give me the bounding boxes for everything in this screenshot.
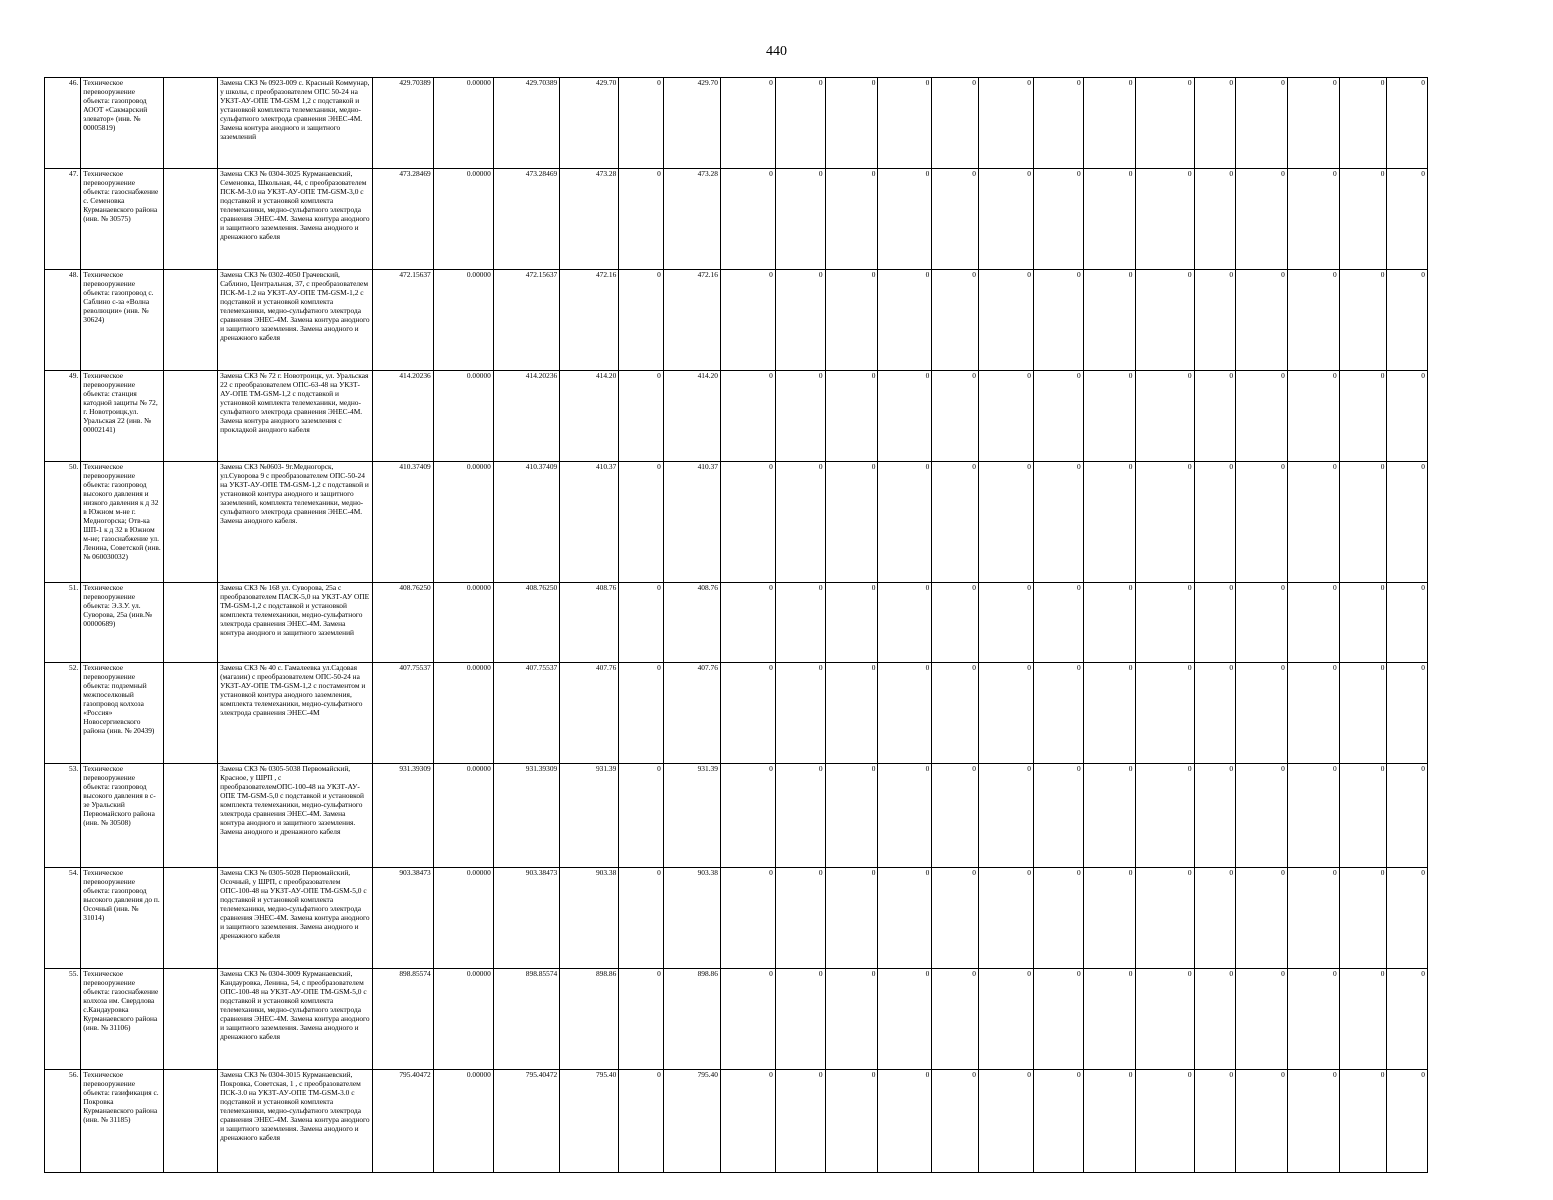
zero-cell: 0 [978, 583, 1033, 663]
value-cell: 410.37409 [493, 462, 559, 583]
empty-cell [164, 969, 218, 1070]
zero-cell: 0 [878, 270, 932, 371]
zero-cell: 0 [825, 764, 878, 868]
zero-cell: 0 [932, 969, 979, 1070]
zero-cell: 0 [932, 764, 979, 868]
zero-cell: 0 [1387, 764, 1428, 868]
table-row [45, 583, 1428, 663]
zero-cell: 0 [1135, 868, 1194, 969]
row-number: 46. [45, 78, 81, 169]
object-name: Техническое перевооружение объекта: газоснабжение с. Семеновка Курманаевского района (инв. № 30575) [81, 169, 164, 270]
object-name: Техническое перевооружение объекта: газопровод высокого давления до п. Осочный (инв. № 31014) [81, 868, 164, 969]
work-description: Замена СКЗ № 0304-3015 Курманаевский, Покровка, Советская, 1 , с преобразователем ПСК-3.0 на УКЗТ-АУ-ОПЕ ТМ-GSM-3.0 с подставкой и установкой комплекта телемеханики, медно-сульфатного электрода сравнения ЭНЕС-4М. Замена контура анодного и защитного заземления. Замена анодного и дренажного кабеля [218, 1070, 372, 1173]
zero-cell: 0 [1287, 462, 1339, 583]
empty-cell [164, 371, 218, 462]
zero-cell: 0 [1083, 969, 1135, 1070]
zero-cell: 0 [1135, 270, 1194, 371]
zero-cell: 0 [720, 764, 775, 868]
zero-cell: 0 [1194, 663, 1235, 764]
zero-cell: 0 [1033, 868, 1083, 969]
zero-cell: 0 [978, 969, 1033, 1070]
value-cell: 795.40472 [372, 1070, 433, 1173]
zero-cell: 0 [1339, 969, 1387, 1070]
zero-cell: 0 [878, 663, 932, 764]
work-description: Замена СКЗ № 0302-4050 Грачевский, Саблино, Центральная, 37, с преобразователем ПСК-М-1.2 на УКЗТ-АУ-ОПЕ ТМ-GSM-1,2 с подставкой и установкой комплекта телемеханики, медно-сульфатного электрода сравнения ЭНЕС-4М. Замена контура анодного и защитного заземления. Замена анодного и дренажного кабеля [218, 270, 372, 371]
zero-cell: 0 [932, 1070, 979, 1173]
zero-cell: 0 [1033, 583, 1083, 663]
work-description: Замена СКЗ № 0304-3009 Курманаевский, Кандауровка, Ленина, 54, с преобразователем ОПС-100-48 на УКЗТ-АУ-ОПЕ ТМ-GSM-5,0 с подставкой и установкой комплекта телемеханики, медно-сульфатного электрода сравнения ЭНЕС-4М. Замена контура анодного и защитного заземления. Замена анодного и дренажного кабеля [218, 969, 372, 1070]
zero-cell: 0 [1135, 169, 1194, 270]
work-description: Замена СКЗ № 40 с. Гамалеевка ул.Садовая (магазин) с преобразователем ОПС-50-24 на УКЗТ-АУ-ОПЕ ТМ-GSM-1,2 с постаментом и установкой контура анодного заземления, комплекта телемеханики, медно-сульфатного электрода сравнения ЭНЕС-4М [218, 663, 372, 764]
zero-cell: 0 [775, 371, 825, 462]
zero-cell: 0 [932, 78, 979, 169]
zero-cell: 0 [1339, 270, 1387, 371]
table-row [45, 169, 1428, 270]
zero-cell: 0 [1194, 868, 1235, 969]
zero-cell: 0 [1194, 270, 1235, 371]
zero-cell: 0 [1387, 663, 1428, 764]
table-row [45, 663, 1428, 764]
table-row [45, 969, 1428, 1070]
value-cell: 0.00000 [433, 583, 493, 663]
zero-cell: 0 [1236, 969, 1288, 1070]
value-cell: 473.28 [560, 169, 619, 270]
zero-cell: 0 [825, 969, 878, 1070]
zero-cell: 0 [1033, 663, 1083, 764]
zero-cell: 0 [720, 583, 775, 663]
zero-cell: 0 [1083, 371, 1135, 462]
zero-cell: 0 [878, 462, 932, 583]
zero-cell: 0 [825, 583, 878, 663]
zero-cell: 0 [1135, 1070, 1194, 1173]
zero-cell: 0 [932, 663, 979, 764]
zero-cell: 0 [720, 270, 775, 371]
empty-cell [164, 663, 218, 764]
zero-cell: 0 [1339, 371, 1387, 462]
value-cell: 410.37 [560, 462, 619, 583]
zero-cell: 0 [720, 969, 775, 1070]
zero-cell: 0 [825, 868, 878, 969]
zero-cell: 0 [1135, 462, 1194, 583]
value-cell: 473.28469 [493, 169, 559, 270]
zero-cell: 0 [775, 868, 825, 969]
value-cell: 0 [619, 371, 664, 462]
zero-cell: 0 [1083, 1070, 1135, 1173]
value-cell: 472.15637 [493, 270, 559, 371]
value-cell: 472.15637 [372, 270, 433, 371]
work-description: Замена СКЗ № 0304-3025 Курманаевский, Семеновка, Школьная, 44, с преобразователем ПСК-М-3.0 на УКЗТ-АУ-ОПЕ ТМ-GSM-3,0 с подставкой и установкой комплекта телемеханики, медно-сульфатного электрода сравнения ЭНЕС-4М. Замена контура анодного и защитного заземления. Замена анодного и дренажного кабеля [218, 169, 372, 270]
zero-cell: 0 [1194, 764, 1235, 868]
value-cell: 0.00000 [433, 371, 493, 462]
zero-cell: 0 [775, 270, 825, 371]
zero-cell: 0 [878, 868, 932, 969]
value-cell: 407.76 [663, 663, 720, 764]
zero-cell: 0 [932, 462, 979, 583]
zero-cell: 0 [1083, 462, 1135, 583]
zero-cell: 0 [878, 371, 932, 462]
row-number: 53. [45, 764, 81, 868]
zero-cell: 0 [775, 764, 825, 868]
value-cell: 931.39309 [372, 764, 433, 868]
zero-cell: 0 [1387, 462, 1428, 583]
value-cell: 0 [619, 663, 664, 764]
row-number: 51. [45, 583, 81, 663]
value-cell: 898.86 [663, 969, 720, 1070]
object-name: Техническое перевооружение объекта: Э.З.У. ул. Суворова, 25а (инв.№ 00000689) [81, 583, 164, 663]
zero-cell: 0 [825, 1070, 878, 1173]
value-cell: 795.40 [663, 1070, 720, 1173]
zero-cell: 0 [978, 462, 1033, 583]
value-cell: 903.38 [560, 868, 619, 969]
zero-cell: 0 [1236, 371, 1288, 462]
value-cell: 408.76 [663, 583, 720, 663]
value-cell: 408.76250 [372, 583, 433, 663]
value-cell: 429.70 [663, 78, 720, 169]
object-name: Техническое перевооружение объекта: газопровод высокого давления и низкого давления к д 32 в Южном м-не г. Медногорска; Отв-ка ШП-1 к д 32 в Южном м-не; газоснабжение ул. Ленина, Советской (инв. № 060030032) [81, 462, 164, 583]
zero-cell: 0 [1236, 583, 1288, 663]
zero-cell: 0 [1287, 78, 1339, 169]
value-cell: 473.28 [663, 169, 720, 270]
zero-cell: 0 [978, 663, 1033, 764]
value-cell: 0.00000 [433, 78, 493, 169]
zero-cell: 0 [1387, 78, 1428, 169]
zero-cell: 0 [878, 764, 932, 868]
value-cell: 0 [619, 462, 664, 583]
work-description: Замена СКЗ № 72 г. Новотроицк, ул. Уральская 22 с преобразователем ОПС-63-48 на УКЗТ-АУ-ОПЕ ТМ-GSM-1,2 с подставкой и установкой комплекта телемеханики, медно-сульфатного электрода сравнения ЭНЕС-4М. Замена контура анодного заземления с прокладкой анодного кабеля [218, 371, 372, 462]
value-cell: 898.85574 [493, 969, 559, 1070]
page-number: 440 [766, 44, 787, 59]
value-cell: 0.00000 [433, 1070, 493, 1173]
zero-cell: 0 [1339, 868, 1387, 969]
zero-cell: 0 [1287, 371, 1339, 462]
empty-cell [164, 462, 218, 583]
zero-cell: 0 [1387, 868, 1428, 969]
value-cell: 0 [619, 270, 664, 371]
zero-cell: 0 [1135, 371, 1194, 462]
zero-cell: 0 [1033, 462, 1083, 583]
zero-cell: 0 [978, 868, 1033, 969]
zero-cell: 0 [1194, 371, 1235, 462]
zero-cell: 0 [1194, 78, 1235, 169]
value-cell: 410.37409 [372, 462, 433, 583]
zero-cell: 0 [825, 169, 878, 270]
zero-cell: 0 [878, 969, 932, 1070]
zero-cell: 0 [775, 78, 825, 169]
value-cell: 407.75537 [493, 663, 559, 764]
value-cell: 0 [619, 169, 664, 270]
zero-cell: 0 [1287, 169, 1339, 270]
zero-cell: 0 [1339, 462, 1387, 583]
work-description: Замена СКЗ № 0923-009 с. Красный Коммунар, у школы, с преобразователем ОПС 50-24 на УКЗТ-АУ-ОПЕ ТМ-GSM 1,2 с подставкой и установкой комплекта телемеханики, медно-сульфатного электрода сравнения ЭНЕС-4М. Замена контура анодного и защитного заземлений [218, 78, 372, 169]
value-cell: 903.38473 [493, 868, 559, 969]
zero-cell: 0 [775, 1070, 825, 1173]
zero-cell: 0 [878, 169, 932, 270]
row-number: 49. [45, 371, 81, 462]
zero-cell: 0 [1083, 270, 1135, 371]
zero-cell: 0 [1236, 270, 1288, 371]
data-table [44, 77, 1428, 1173]
zero-cell: 0 [1387, 583, 1428, 663]
value-cell: 0.00000 [433, 270, 493, 371]
zero-cell: 0 [720, 169, 775, 270]
zero-cell: 0 [1135, 663, 1194, 764]
zero-cell: 0 [1287, 1070, 1339, 1173]
zero-cell: 0 [932, 371, 979, 462]
row-number: 52. [45, 663, 81, 764]
zero-cell: 0 [1083, 583, 1135, 663]
empty-cell [164, 868, 218, 969]
value-cell: 408.76250 [493, 583, 559, 663]
object-name: Техническое перевооружение объекта: станция катодной защиты № 72, г. Новотроицк,ул. Уральская 22 (инв. № 00002141) [81, 371, 164, 462]
work-description: Замена СКЗ №0603- 9г.Медногорск, ул.Суворова 9 с преобразователем ОПС-50-24 на УКЗТ-АУ-ОПЕ ТМ-GSM-1,2 с подставкой и установкой контура анодного и защитного заземлений, комплекта телемеханики, медно-сульфатного электрода сравнения ЭНЕС-4М. Замена анодного кабеля. [218, 462, 372, 583]
table-row [45, 868, 1428, 969]
value-cell: 0.00000 [433, 969, 493, 1070]
value-cell: 903.38473 [372, 868, 433, 969]
value-cell: 472.16 [560, 270, 619, 371]
zero-cell: 0 [978, 371, 1033, 462]
value-cell: 407.76 [560, 663, 619, 764]
zero-cell: 0 [1135, 969, 1194, 1070]
zero-cell: 0 [720, 868, 775, 969]
zero-cell: 0 [1387, 969, 1428, 1070]
zero-cell: 0 [1033, 78, 1083, 169]
table-row [45, 1070, 1428, 1173]
value-cell: 0.00000 [433, 663, 493, 764]
zero-cell: 0 [1194, 1070, 1235, 1173]
zero-cell: 0 [825, 78, 878, 169]
zero-cell: 0 [1339, 583, 1387, 663]
object-name: Техническое перевооружение объекта: газификация с. Покровка Курманаевского района (инв. № 31185) [81, 1070, 164, 1173]
zero-cell: 0 [720, 78, 775, 169]
value-cell: 0.00000 [433, 169, 493, 270]
zero-cell: 0 [978, 764, 1033, 868]
object-name: Техническое перевооружение объекта: газопровод высокого давления в с-зе Уральский Первомайского района (инв. № 30508) [81, 764, 164, 868]
work-description: Замена СКЗ № 0305-5038 Первомайский, Красное, у ШРП , с преобразователемОПС-100-48 на УКЗТ-АУ-ОПЕ ТМ-GSM-5,0 с подставкой и установкой комплекта телемеханики, медно-сульфатного электрода сравнения ЭНЕС-4М. Замена контура анодного и защитного заземления. Замена анодного и дренажного кабеля [218, 764, 372, 868]
work-description: Замена СКЗ № 168 ул. Суворова, 25а с преобразователем ПАСК-5,0 на УКЗТ-АУ ОПЕ ТМ-GSM-1,2 с подставкой и установкой комплекта телемеханики, медно-сульфатного электрода сравнения ЭНЕС-4М. Замена контура анодного и защитного заземлений [218, 583, 372, 663]
value-cell: 0 [619, 1070, 664, 1173]
value-cell: 0.00000 [433, 764, 493, 868]
empty-cell [164, 270, 218, 371]
object-name: Техническое перевооружение объекта: газопровод с. Саблино с-за «Волна революции» (инв. № 30624) [81, 270, 164, 371]
zero-cell: 0 [720, 1070, 775, 1173]
object-name: Техническое перевооружение объекта: подземный межпоселковый газопровод колхоза «Россия» Новосергиевского района (инв. № 20439) [81, 663, 164, 764]
zero-cell: 0 [1033, 169, 1083, 270]
table-row [45, 764, 1428, 868]
zero-cell: 0 [1236, 764, 1288, 868]
zero-cell: 0 [1339, 169, 1387, 270]
zero-cell: 0 [1387, 270, 1428, 371]
value-cell: 0 [619, 78, 664, 169]
zero-cell: 0 [1033, 270, 1083, 371]
zero-cell: 0 [1339, 1070, 1387, 1173]
zero-cell: 0 [1236, 169, 1288, 270]
value-cell: 408.76 [560, 583, 619, 663]
value-cell: 407.75537 [372, 663, 433, 764]
object-name: Техническое перевооружение объекта: газопровод АООТ «Сакмарский элеватор» (инв. № 00005819) [81, 78, 164, 169]
zero-cell: 0 [1083, 78, 1135, 169]
zero-cell: 0 [775, 462, 825, 583]
zero-cell: 0 [1135, 583, 1194, 663]
value-cell: 472.16 [663, 270, 720, 371]
zero-cell: 0 [878, 78, 932, 169]
zero-cell: 0 [978, 270, 1033, 371]
zero-cell: 0 [1287, 764, 1339, 868]
row-number: 56. [45, 1070, 81, 1173]
table-body [45, 78, 1428, 1173]
zero-cell: 0 [1287, 663, 1339, 764]
zero-cell: 0 [1339, 78, 1387, 169]
table-row [45, 462, 1428, 583]
row-number: 50. [45, 462, 81, 583]
value-cell: 0.00000 [433, 462, 493, 583]
zero-cell: 0 [1387, 169, 1428, 270]
row-number: 55. [45, 969, 81, 1070]
value-cell: 795.40 [560, 1070, 619, 1173]
zero-cell: 0 [1033, 371, 1083, 462]
zero-cell: 0 [1194, 583, 1235, 663]
value-cell: 931.39 [560, 764, 619, 868]
value-cell: 410.37 [663, 462, 720, 583]
zero-cell: 0 [1083, 663, 1135, 764]
zero-cell: 0 [1194, 169, 1235, 270]
zero-cell: 0 [1339, 663, 1387, 764]
value-cell: 0.00000 [433, 868, 493, 969]
zero-cell: 0 [978, 1070, 1033, 1173]
zero-cell: 0 [1135, 764, 1194, 868]
zero-cell: 0 [1033, 764, 1083, 868]
zero-cell: 0 [1135, 78, 1194, 169]
value-cell: 795.40472 [493, 1070, 559, 1173]
table-row [45, 371, 1428, 462]
zero-cell: 0 [1287, 868, 1339, 969]
zero-cell: 0 [1287, 583, 1339, 663]
zero-cell: 0 [1083, 764, 1135, 868]
value-cell: 898.86 [560, 969, 619, 1070]
empty-cell [164, 169, 218, 270]
table-row [45, 270, 1428, 371]
table-row [45, 78, 1428, 169]
zero-cell: 0 [720, 462, 775, 583]
zero-cell: 0 [1236, 78, 1288, 169]
zero-cell: 0 [1236, 462, 1288, 583]
zero-cell: 0 [878, 583, 932, 663]
zero-cell: 0 [1194, 462, 1235, 583]
value-cell: 429.70 [560, 78, 619, 169]
zero-cell: 0 [878, 1070, 932, 1173]
value-cell: 414.20236 [372, 371, 433, 462]
work-description: Замена СКЗ № 0305-5028 Первомайский, Осочный, у ШРП, с преобразователем ОПС-100-48 на УКЗТ-АУ-ОПЕ ТМ-GSM-5,0 с подставкой и установкой комплекта телемеханики, медно-сульфатного электрода сравнения ЭНЕС-4М. Замена контура анодного и защитного заземления. Замена анодного и дренажного кабеля [218, 868, 372, 969]
zero-cell: 0 [932, 868, 979, 969]
empty-cell [164, 78, 218, 169]
zero-cell: 0 [978, 169, 1033, 270]
value-cell: 429.70389 [372, 78, 433, 169]
value-cell: 931.39 [663, 764, 720, 868]
value-cell: 0 [619, 583, 664, 663]
zero-cell: 0 [932, 169, 979, 270]
value-cell: 0 [619, 764, 664, 868]
zero-cell: 0 [720, 663, 775, 764]
zero-cell: 0 [1287, 969, 1339, 1070]
zero-cell: 0 [1033, 1070, 1083, 1173]
row-number: 47. [45, 169, 81, 270]
row-number: 54. [45, 868, 81, 969]
zero-cell: 0 [825, 462, 878, 583]
zero-cell: 0 [775, 169, 825, 270]
zero-cell: 0 [932, 270, 979, 371]
value-cell: 898.85574 [372, 969, 433, 1070]
zero-cell: 0 [1387, 1070, 1428, 1173]
zero-cell: 0 [1387, 371, 1428, 462]
zero-cell: 0 [1083, 868, 1135, 969]
zero-cell: 0 [932, 583, 979, 663]
value-cell: 903.38 [663, 868, 720, 969]
zero-cell: 0 [1339, 764, 1387, 868]
zero-cell: 0 [1236, 1070, 1288, 1173]
object-name: Техническое перевооружение объекта: газоснабжение колхоза им. Свердлова с.Кандауровка Курманаевского района (инв. № 31106) [81, 969, 164, 1070]
zero-cell: 0 [775, 583, 825, 663]
zero-cell: 0 [775, 969, 825, 1070]
empty-cell [164, 583, 218, 663]
zero-cell: 0 [1236, 868, 1288, 969]
zero-cell: 0 [825, 663, 878, 764]
value-cell: 429.70389 [493, 78, 559, 169]
empty-cell [164, 764, 218, 868]
value-cell: 414.20236 [493, 371, 559, 462]
value-cell: 414.20 [663, 371, 720, 462]
value-cell: 414.20 [560, 371, 619, 462]
zero-cell: 0 [1033, 969, 1083, 1070]
zero-cell: 0 [825, 270, 878, 371]
zero-cell: 0 [720, 371, 775, 462]
value-cell: 0 [619, 868, 664, 969]
zero-cell: 0 [978, 78, 1033, 169]
row-number: 48. [45, 270, 81, 371]
zero-cell: 0 [1083, 169, 1135, 270]
empty-cell [164, 1070, 218, 1173]
value-cell: 931.39309 [493, 764, 559, 868]
value-cell: 0 [619, 969, 664, 1070]
zero-cell: 0 [1236, 663, 1288, 764]
zero-cell: 0 [775, 663, 825, 764]
zero-cell: 0 [1287, 270, 1339, 371]
zero-cell: 0 [825, 371, 878, 462]
zero-cell: 0 [1194, 969, 1235, 1070]
value-cell: 473.28469 [372, 169, 433, 270]
